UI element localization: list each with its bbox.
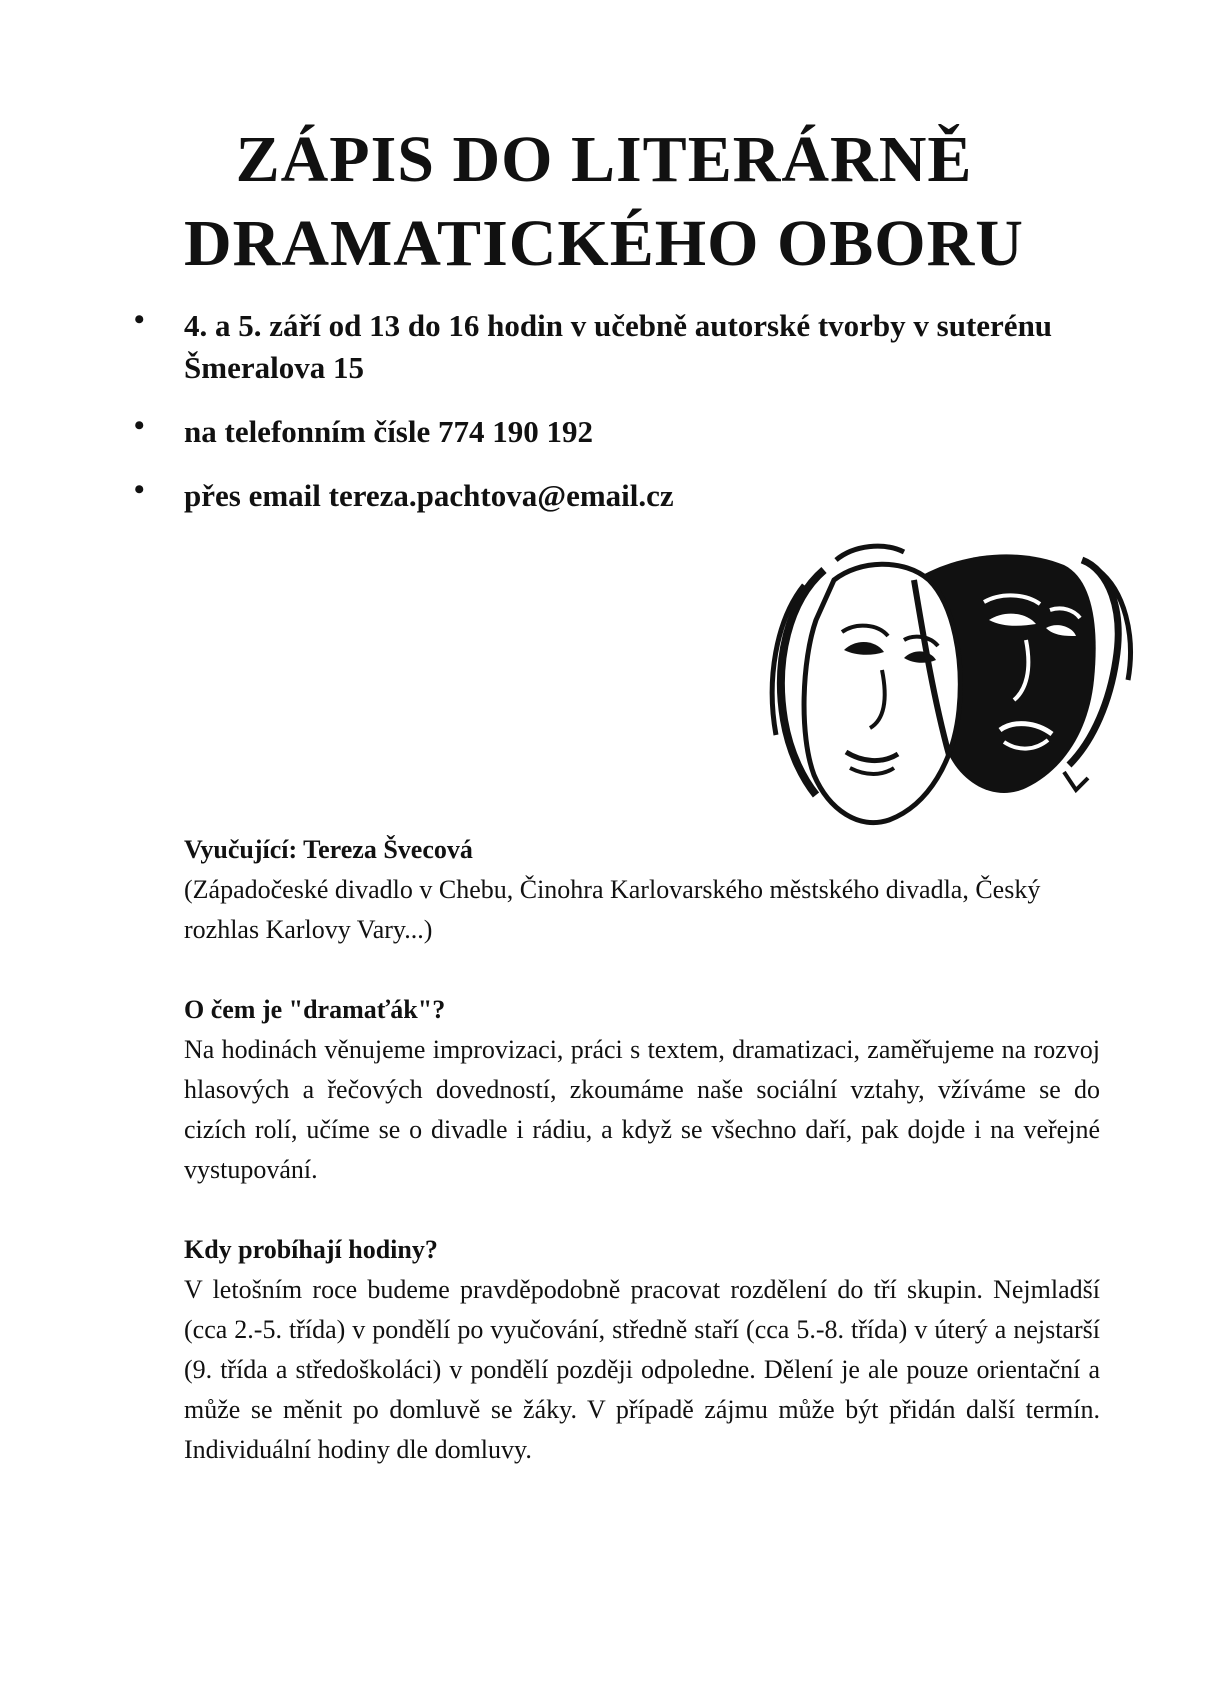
bullet-icon: • — [134, 303, 145, 336]
list-item — [120, 475, 1080, 517]
bullet-icon: • — [134, 409, 145, 442]
title-line-1: ZÁPIS DO LITERÁRNĚ — [235, 123, 973, 196]
about-heading: O čem je "dramaťák"? — [184, 995, 446, 1024]
about-text: Na hodinách věnujeme improvizaci, práci s textem, dramatizaci, zaměřujeme na rozvoj hlasových a řečových dovedností, zkoumáme naše sociální vztahy, vžíváme se do cizích rolí, učíme se o divadle i rádiu, a když se všechno daří, pak dojde i na veřejné vystupování. — [184, 1035, 1100, 1184]
list-item — [120, 411, 1080, 453]
comedy-mask — [772, 546, 960, 822]
list-item-text: přes email tereza.pachtova@email.cz — [184, 478, 674, 513]
teacher-heading: Vyučující: Tereza Švecová — [184, 835, 473, 864]
schedule-heading: Kdy probíhají hodiny? — [184, 1235, 438, 1264]
bullet-icon: • — [134, 473, 145, 506]
registration-list — [120, 305, 1080, 517]
theatre-masks-icon — [764, 540, 1154, 830]
list-item — [120, 305, 1080, 389]
about-block — [184, 990, 1100, 1190]
title-line-2: DRAMATICKÉHO OBORU — [184, 207, 1024, 280]
page-title — [0, 118, 1208, 286]
schedule-text: V letošním roce budeme pravděpodobně pracovat rozdělení do tří skupin. Nejmladší (cca 2.-5. třída) v pondělí po vyučování, středně staří (cca 5.-8. třída) v úterý a nejstarší (9. třída a středoškoláci) v pondělí později odpoledne. Dělení je ale pouze orientační a může se měnit po domluvě se žáky. V případě zájmu může být přidán další termín. Individuální hodiny dle domluvy. — [184, 1275, 1100, 1464]
info-section — [184, 830, 1100, 1470]
list-item-text: na telefonním čísle 774 190 192 — [184, 414, 593, 449]
teacher-block — [184, 830, 1100, 950]
schedule-block — [184, 1230, 1100, 1470]
list-item-text: 4. a 5. září od 13 do 16 hodin v učebně autorské tvorby v suterénu Šmeralova 15 — [184, 308, 1053, 385]
teacher-text: (Západočeské divadlo v Chebu, Činohra Karlovarského městského divadla, Český rozhlas Karlovy Vary...) — [184, 875, 1041, 944]
